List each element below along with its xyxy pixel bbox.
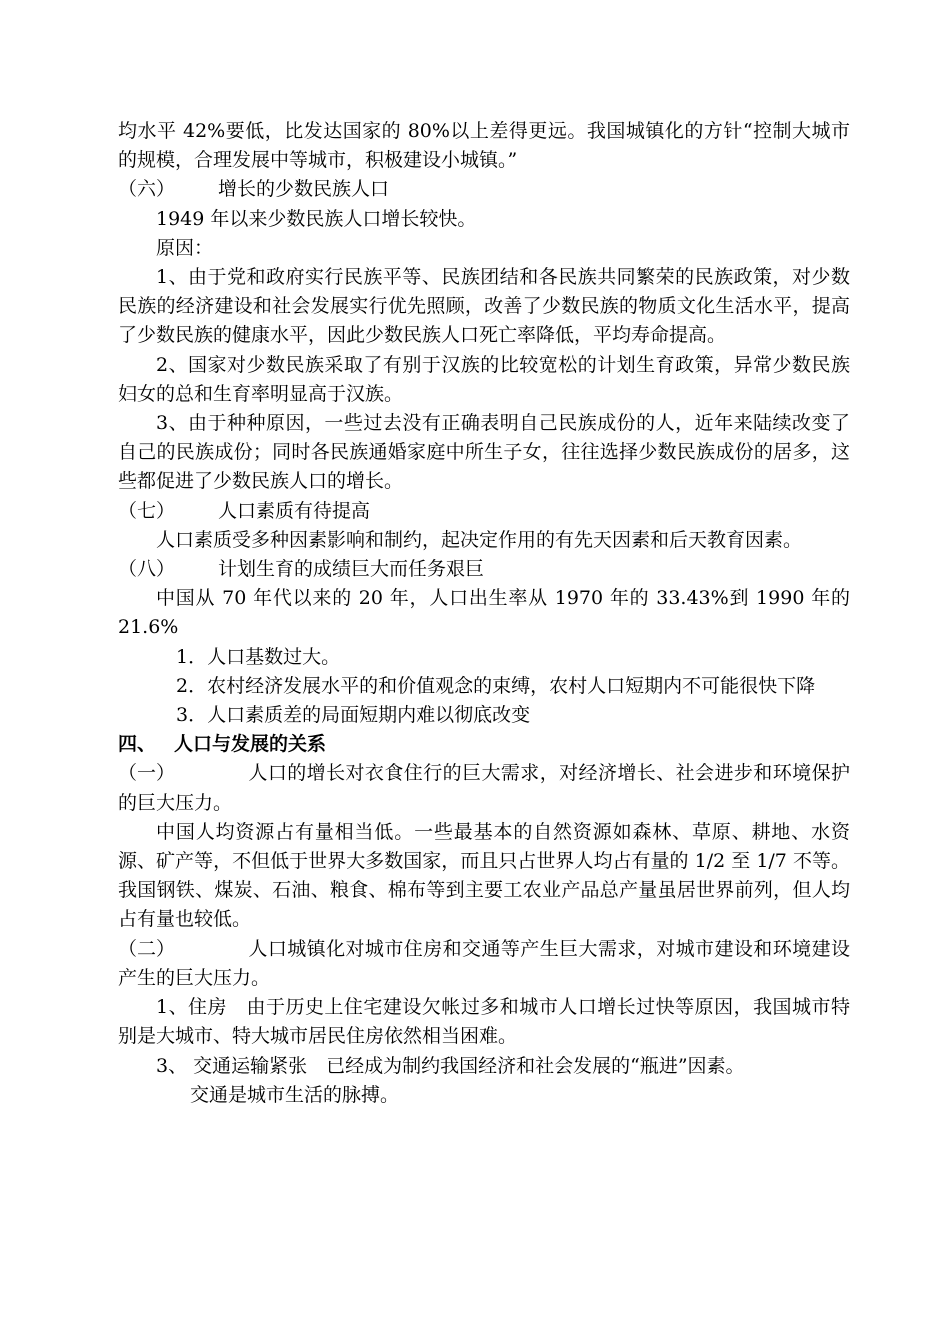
heading-subsection-2 bbox=[118, 935, 850, 993]
paragraph: 人口素质受多种因素影响和制约，起决定作用的有先天因素和后天教育因素。 bbox=[156, 528, 803, 551]
heading-number: （七） bbox=[118, 499, 176, 522]
section-heading-4 bbox=[118, 730, 850, 759]
list-item: 1．人口基数过大。 bbox=[176, 645, 341, 668]
document-page bbox=[118, 117, 850, 1110]
heading-number: （二） bbox=[118, 937, 176, 960]
heading-section-7 bbox=[118, 497, 850, 526]
heading-number: （六） bbox=[118, 178, 176, 201]
heading-section-6 bbox=[118, 175, 850, 204]
paragraph: 中国从 70 年代以来的 20 年，人口出生率从 1970 年的 33.43%到 1990 年的 21.6% bbox=[118, 587, 850, 639]
heading-number: （一） bbox=[118, 762, 176, 785]
paragraph: 交通是城市生活的脉搏。 bbox=[190, 1083, 400, 1106]
heading-title: 人口城镇化对城市住房和交通等产生巨大需求，对城市建设和环境建设产生的巨大压力。 bbox=[118, 937, 850, 989]
paragraph: 原因： bbox=[156, 236, 214, 259]
paragraph: 3、 交通运输紧张 已经成为制约我国经济和社会发展的“瓶进”因素。 bbox=[156, 1054, 745, 1077]
heading-number: （八） bbox=[118, 558, 176, 581]
paragraph: 1949 年以来少数民族人口增长较快。 bbox=[156, 207, 477, 230]
heading-title: 计划生育的成绩巨大而任务艰巨 bbox=[218, 558, 485, 581]
paragraph: 1、由于党和政府实行民族平等、民族团结和各民族共同繁荣的民族政策，对少数民族的经济建设和社会发展实行优先照顾，改善了少数民族的物质文化生活水平，提高了少数民族的健康水平，因此少数民族人口死亡率降低，平均寿命提高。 bbox=[118, 266, 850, 347]
heading-subsection-1 bbox=[118, 759, 850, 817]
heading-title: 人口素质有待提高 bbox=[218, 499, 371, 522]
heading-title: 人口的增长对衣食住行的巨大需求，对经济增长、社会进步和环境保护的巨大压力。 bbox=[118, 762, 850, 814]
paragraph: 2、国家对少数民族采取了有别于汉族的比较宽松的计划生育政策，异常少数民族妇女的总和生育率明显高于汉族。 bbox=[118, 353, 850, 405]
heading-title: 增长的少数民族人口 bbox=[218, 178, 390, 201]
list-item: 2．农村经济发展水平的和价值观念的束缚，农村人口短期内不可能很快下降 bbox=[176, 674, 816, 697]
paragraph: 1、住房 由于历史上住宅建设欠帐过多和城市人口增长过快等原因，我国城市特别是大城市、特大城市居民住房依然相当困难。 bbox=[118, 996, 850, 1048]
section-title: 人口与发展的关系 bbox=[174, 733, 327, 756]
heading-section-8 bbox=[118, 555, 850, 584]
list-item: 3．人口素质差的局面短期内难以彻底改变 bbox=[176, 704, 531, 727]
paragraph: 中国人均资源占有量相当低。一些最基本的自然资源如森林、草原、耕地、水资源、矿产等，不但低于世界大多数国家，而且只占世界人均占有量的 1/2 至 1/7 不等。我国钢铁、煤炭、石油、粮食、棉布等到主要工农业产品总产量虽居世界前列，但人均占有量也较低。 bbox=[118, 820, 850, 931]
paragraph: 3、由于种种原因，一些过去没有正确表明自己民族成份的人，近年来陆续改变了自己的民族成份；同时各民族通婚家庭中所生子女，往往选择少数民族成份的居多，这些都促进了少数民族人口的增长。 bbox=[118, 412, 850, 493]
section-number: 四、 bbox=[118, 733, 157, 756]
paragraph-urbanization: 均水平 42%要低，比发达国家的 80%以上差得更远。我国城镇化的方针“控制大城市的规模，合理发展中等城市，积极建设小城镇。” bbox=[118, 120, 850, 172]
